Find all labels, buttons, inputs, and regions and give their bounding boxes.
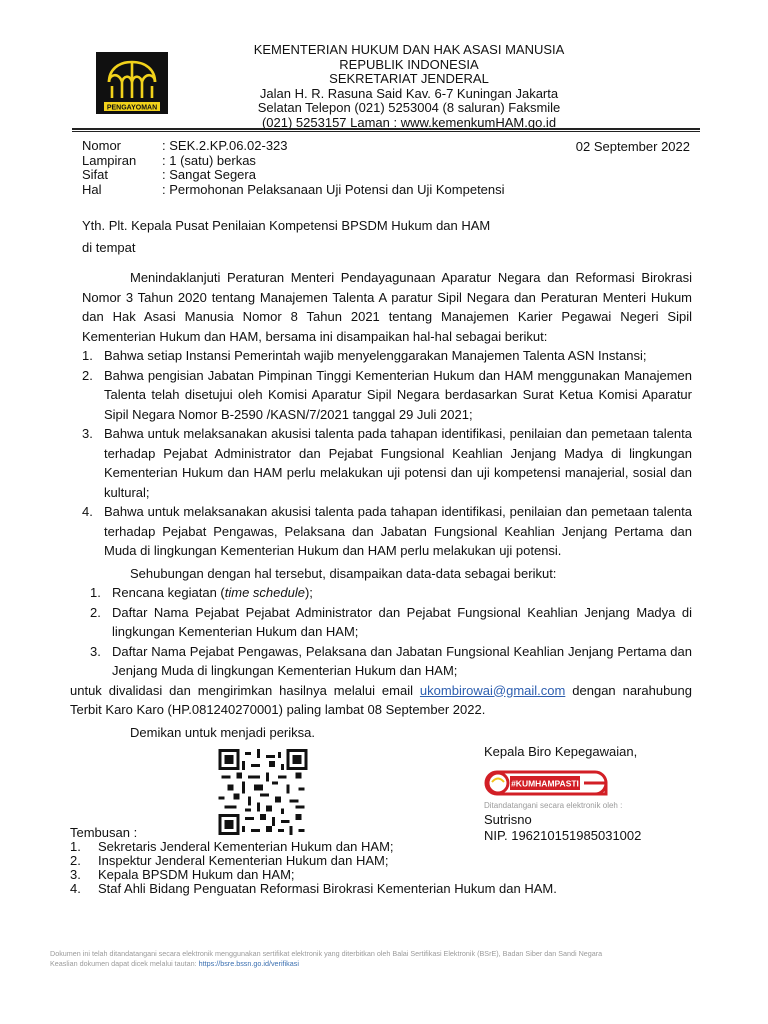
list-item: 3. Daftar Nama Pejabat Pengawas, Pelaksana dan Jabatan Fungsional Keahlian Jenjang Pertama dan Jenjang Muda di lingkungan Kementerian Hukum dan HAM; bbox=[90, 642, 692, 681]
list-text: Bahwa setiap Instansi Pemerintah wajib menyelenggarakan Manajemen Talenta ASN Instansi; bbox=[104, 348, 647, 363]
list-number: 2. bbox=[70, 853, 81, 868]
list-item bbox=[82, 424, 692, 502]
letterhead-ministry: KEMENTERIAN HUKUM DAN HAK ASASI MANUSIA bbox=[253, 42, 565, 57]
list-item bbox=[70, 840, 557, 854]
list-number: 2. bbox=[82, 367, 93, 383]
data1-end: ); bbox=[304, 585, 313, 600]
nomor-value: : SEK.2.KP.06.02-323 bbox=[162, 138, 288, 153]
letterhead-divider-thin bbox=[72, 131, 700, 132]
letterhead bbox=[170, 43, 648, 130]
list-number: 1. bbox=[70, 839, 81, 854]
list-number: 3. bbox=[70, 867, 81, 882]
list-text: Sekretaris Jenderal Kementerian Hukum dan HAM; bbox=[98, 839, 394, 854]
signer-name: Sutrisno bbox=[484, 812, 532, 827]
data-list bbox=[90, 583, 692, 681]
addressee bbox=[82, 215, 490, 259]
list-item bbox=[70, 868, 557, 882]
verification-link[interactable]: https://bsre.bssn.go.id/verifikasi bbox=[198, 959, 299, 968]
nomor-label: Nomor bbox=[82, 138, 122, 153]
validasi-text-end: dengan narahubung Terbit Karo Karo (HP.081240270001) paling lambat 08 September 2022. bbox=[70, 682, 692, 717]
closing-paragraph: Demikan untuk menjadi periksa. bbox=[130, 724, 315, 740]
list-number: 3. bbox=[82, 426, 93, 441]
list-item bbox=[82, 366, 692, 425]
list-item bbox=[70, 854, 557, 868]
signature-block bbox=[484, 744, 704, 760]
list-text: Bahwa untuk melaksanakan akusisi talenta pada tahapan identifikasi, penilaian dan pemetaan talenta terhadap Pejabat Pengawas, Pelaksana dan Jabatan Fungsional Keahlian Jenjang Pertama dan Muda di lingkungan Kementerian Hukum dan HAM perlu melakukan uji potensi. bbox=[104, 504, 692, 558]
e-signature-stamp bbox=[484, 770, 674, 802]
data2-text: Daftar Nama Pejabat Pejabat Administrator dan Pejabat Fungsional Keahlian Jenjang Madya di lingkungan Kementerian Hukum dan HAM; bbox=[112, 604, 692, 639]
stamp-caption: Ditandatangani secara elektronik oleh : bbox=[484, 801, 623, 810]
validasi-text: untuk divalidasi dan mengirimkan hasilnya melalui email bbox=[70, 682, 420, 698]
list-number: 4. bbox=[82, 504, 93, 519]
list-item bbox=[82, 502, 692, 561]
list-text: Staf Ahli Bidang Penguatan Reformasi Birokrasi Kementerian Hukum dan HAM. bbox=[98, 881, 557, 896]
letter-meta bbox=[82, 139, 505, 197]
data1-italic: time schedule bbox=[224, 585, 305, 600]
list-item bbox=[70, 882, 557, 896]
hal-value: : Permohonan Pelaksanaan Uji Potensi dan Uji Kompetensi bbox=[162, 181, 505, 197]
svg-text:PENGAYOMAN: PENGAYOMAN bbox=[106, 104, 158, 112]
lampiran-label: Lampiran bbox=[82, 152, 137, 168]
list-text: Kepala BPSDM Hukum dan HAM; bbox=[98, 867, 295, 882]
list-item: 1. Rencana kegiatan (time schedule); bbox=[90, 585, 313, 600]
letterhead-address-3: (021) 5253157 Laman : www.kemenkumHAM.go.id bbox=[261, 114, 557, 130]
letter-body bbox=[70, 268, 692, 742]
list-item: 2. Daftar Nama Pejabat Pejabat Administrator dan Pejabat Fungsional Keahlian Jenjang Madya di lingkungan Kementerian Hukum dan HAM; bbox=[90, 603, 692, 642]
ministry-logo bbox=[96, 52, 168, 114]
list-text: Bahwa pengisian Jabatan Pimpinan Tinggi Kementerian Hukum dan HAM menggunakan Manajemen Talenta telah disetujui oleh Komisi Aparatur Sipil Negara berdasarkan Surat Ketua Komisi Aparatur Sipil Negara Nomor B-2590 /KASN/7/2021 tanggal 29 Juli 2021; bbox=[104, 367, 692, 422]
sifat-label: Sifat bbox=[82, 167, 109, 182]
letter-date: 02 September 2022 bbox=[575, 139, 690, 154]
letterhead-address-1: Jalan H. R. Rasuna Said Kav. 6-7 Kuningan Jakarta bbox=[259, 85, 559, 101]
hal-label: Hal bbox=[82, 181, 102, 197]
list-text: Inspektur Jenderal Kementerian Hukum dan HAM; bbox=[98, 853, 389, 868]
validasi-paragraph bbox=[70, 681, 692, 720]
letterhead-unit: SEKRETARIAT JENDERAL bbox=[329, 71, 489, 86]
list-item bbox=[82, 346, 692, 366]
email-link[interactable]: ukombirowai@gmail.com bbox=[419, 682, 566, 698]
data1-text: Rencana kegiatan ( bbox=[112, 585, 225, 600]
footer-line-2 bbox=[50, 959, 730, 969]
letterhead-address-2: Selatan Telepon (021) 5253004 (8 saluran) Faksmile bbox=[257, 100, 561, 115]
footer-text: Keaslian dokumen dapat dicek melalui tautan: bbox=[50, 959, 199, 968]
tembusan-block bbox=[70, 826, 557, 896]
list-number: 4. bbox=[70, 881, 81, 896]
letterhead-country: REPUBLIK INDONESIA bbox=[339, 56, 479, 72]
footer-line-1: Dokumen ini telah ditandatangani secara elektronik menggunakan sertifikat elektronik yang diterbitkan oleh Balai Sertifikasi Elektronik (BSrE), Badan Siber dan Sandi Negara bbox=[50, 949, 603, 958]
addressee-place: di tempat bbox=[82, 240, 136, 255]
sifat-value: : Sangat Segera bbox=[162, 167, 256, 182]
signer-nip: NIP. 196210151985031002 bbox=[484, 828, 642, 843]
sehubungan-paragraph: Sehubungan dengan hal tersebut, disampaikan data-data sebagai berikut: bbox=[130, 565, 557, 581]
qr-code bbox=[218, 749, 308, 835]
list-number: 1. bbox=[82, 348, 93, 363]
addressee-name: Yth. Plt. Kepala Pusat Penilaian Kompetensi BPSDM Hukum dan HAM bbox=[82, 218, 491, 233]
list-text: Bahwa untuk melaksanakan akusisi talenta pada tahapan identifikasi, penilaian dan pemetaan talenta terhadap Pejabat Administrator dan Pejabat Fungsional Keahlian Jenjang Madya di lingkungan Kementerian Hukum dan HAM perlu melakukan uji potensi dan uji kompetensi manajerial, sosial dan kultural; bbox=[104, 426, 692, 500]
footer-note bbox=[50, 949, 730, 969]
intro-paragraph: Menindaklanjuti Peraturan Menteri Pendayagunaan Aparatur Negara dan Reformasi Birokrasi Nomor 3 Tahun 2020 tentang Manajemen Talenta A paratur Sipil Negara dan Peraturan Menteri Hukum dan Hak Asasi Manusia Nomor 8 Tahun 2021 tentang Manajemen Karier Pegawai Negeri Sipil Kementerian Hukum dan HAM, bersama ini disampaikan hal-hal sebagai berikut: bbox=[82, 270, 692, 344]
points-list bbox=[82, 346, 692, 561]
tembusan-title: Tembusan : bbox=[70, 825, 138, 840]
stamp-text: #KUMHAMPASTI bbox=[511, 778, 579, 789]
lampiran-value: : 1 (satu) berkas bbox=[162, 152, 256, 168]
letterhead-divider bbox=[72, 128, 700, 130]
signer-title: Kepala Biro Kepegawaian, bbox=[484, 744, 638, 759]
data3-text: Daftar Nama Pejabat Pengawas, Pelaksana dan Jabatan Fungsional Keahlian Jenjang Pertama dan Jenjang Muda di lingkungan Kementerian Hukum dan HAM; bbox=[112, 643, 692, 678]
